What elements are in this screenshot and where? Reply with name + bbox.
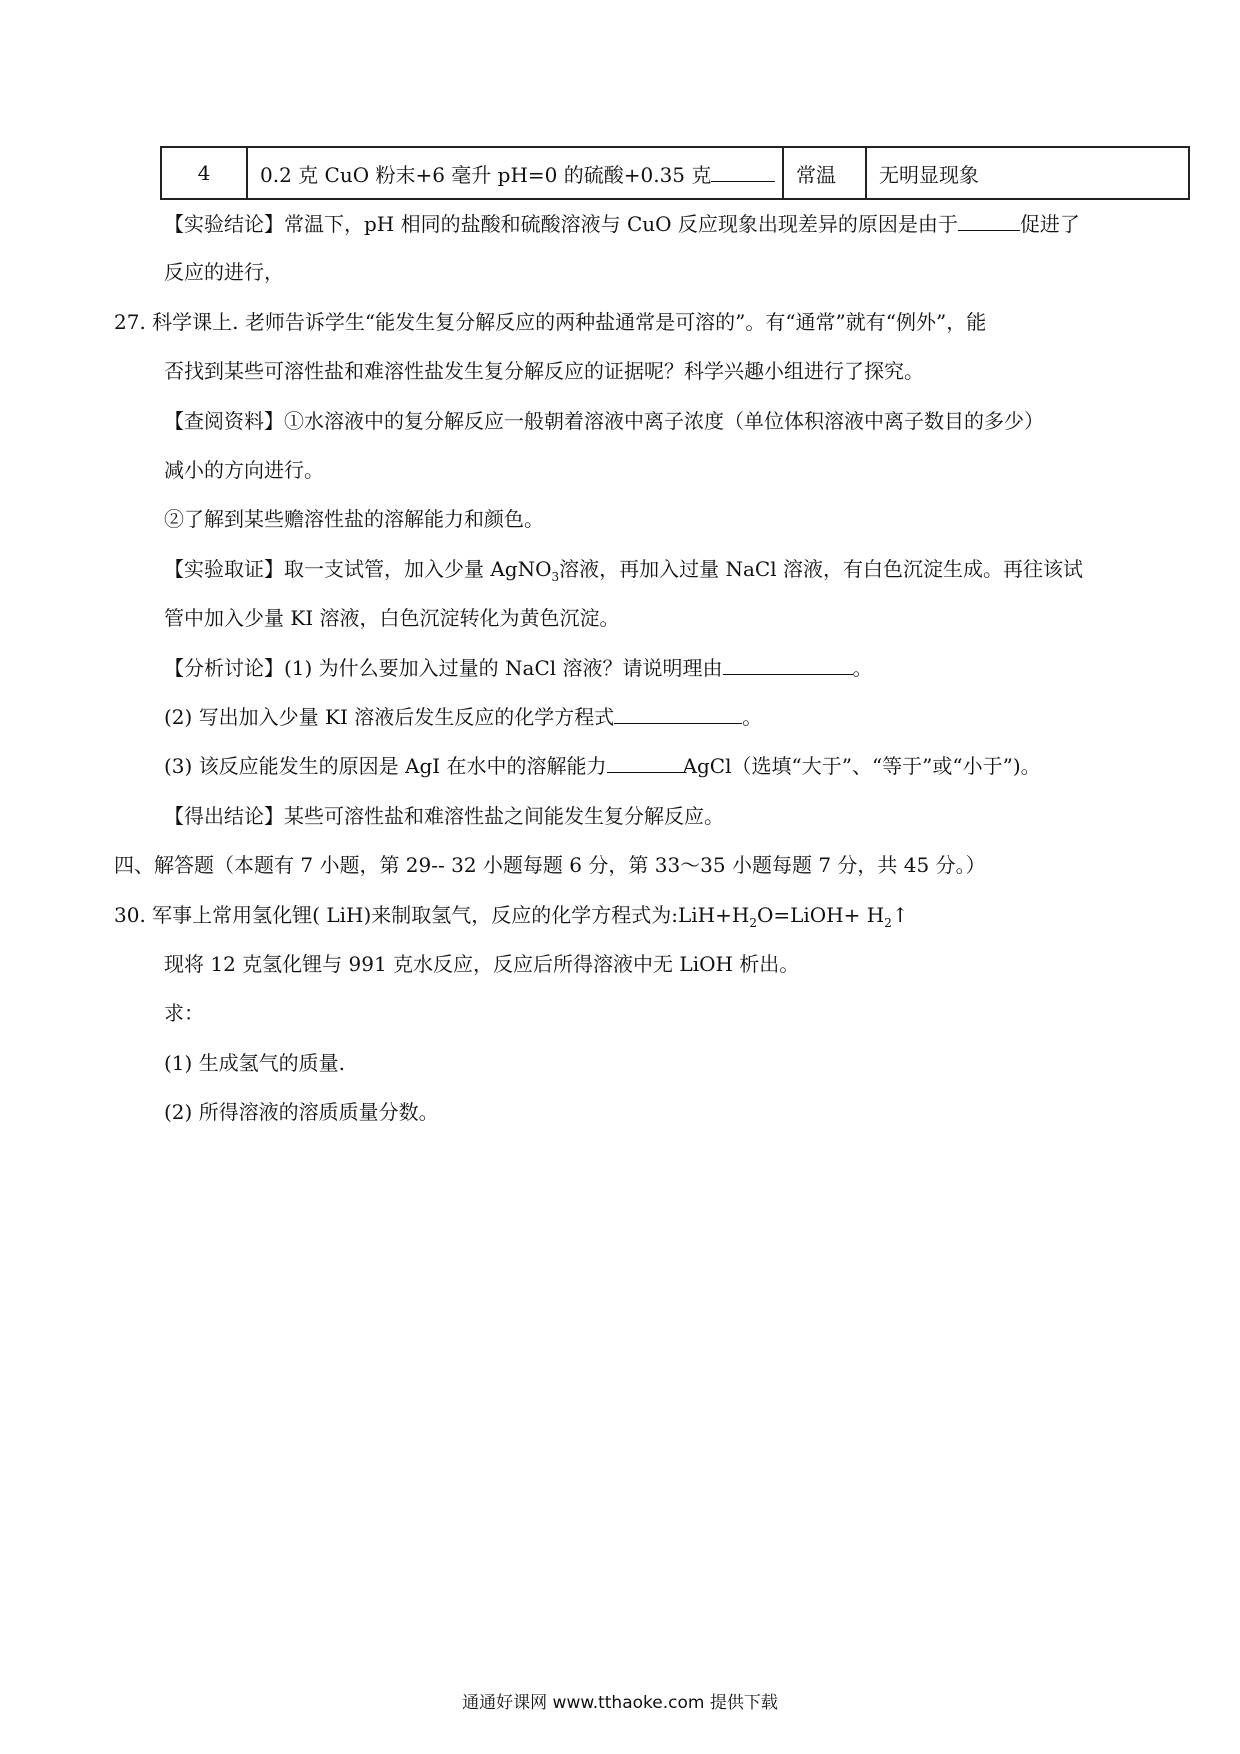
- conclusion-line: [164, 210, 1080, 238]
- answer-blank[interactable]: [958, 228, 1020, 231]
- row-content: [247, 147, 783, 199]
- row-content-text: 0.2 克 CuO 粉末+6 毫升 pH=0 的硫酸+0.35 克: [260, 162, 712, 187]
- reference-line-3: ②了解到某些赡溶性盐的溶解能力和颜色。: [164, 507, 544, 531]
- experiment-text-end: 溶液，再加入过量 NaCl 溶液，有白色沉淀生成。再往该试: [559, 557, 1083, 581]
- table-row: [161, 147, 1189, 199]
- footer-credit: 通通好课网 www.tthaoke.com 提供下载: [462, 1693, 778, 1713]
- subscript: 2: [884, 916, 892, 930]
- reference-line-1: 【查阅资料】①水溶液中的复分解反应一般朝着溶液中离子浓度（单位体积溶液中离子数目的多少）: [164, 409, 1044, 433]
- question-27-line-2: 否找到某些可溶性盐和难溶性盐发生复分解反应的证据呢？科学兴趣小组进行了探究。: [164, 359, 924, 383]
- question-30-text: 30. 军事上常用氢化锂( LiH)来制取氢气，反应的化学方程式为:LiH+H: [114, 903, 750, 927]
- experiment-line-1: [164, 555, 1083, 591]
- question-30-line-1: [114, 901, 909, 937]
- row-phenomenon: 无明显现象: [866, 147, 1189, 199]
- question-27-line-1: 27. 科学课上. 老师告诉学生“能发生复分解反应的两种盐通常是可溶的”。有“通常”就有“例外”，能: [114, 310, 987, 334]
- discussion-3-end: AgCl（选填“大于”、“等于”或“小于”)。: [682, 754, 1041, 778]
- answer-blank[interactable]: [723, 672, 853, 675]
- section-4-heading: 四、解答题（本题有 7 小题，第 29-- 32 小题每题 6 分，第 33～35 小题每题 7 分，共 45 分。）: [114, 853, 986, 877]
- question-30-text-mid: O=LiOH+ H: [756, 903, 885, 927]
- discussion-2-end: 。: [742, 705, 763, 729]
- experiment-table: [160, 146, 1190, 200]
- answer-blank[interactable]: [607, 770, 683, 773]
- conclusion-text-end: 促进了: [1019, 212, 1080, 236]
- row-number: 4: [161, 147, 247, 199]
- answer-blank[interactable]: [614, 721, 742, 724]
- answer-blank[interactable]: [711, 179, 775, 182]
- conclusion-text: 【实验结论】常温下，pH 相同的盐酸和硫酸溶液与 CuO 反应现象出现差异的原因是由于: [164, 212, 958, 236]
- conclusion-line-2: 反应的进行，: [164, 260, 284, 284]
- subscript: 2: [749, 916, 757, 930]
- discussion-2: [164, 703, 762, 731]
- discussion-3: [164, 752, 1041, 780]
- question-30-part-1: (1) 生成氢气的质量.: [164, 1051, 346, 1075]
- up-arrow-icon: ↑: [891, 903, 909, 927]
- discussion-3-text: (3) 该反应能发生的原因是 AgI 在水中的溶解能力: [164, 754, 607, 778]
- experiment-text: 【实验取证】取一支试管，加入少量 AgNO: [164, 557, 552, 581]
- question-30-line-2: 现将 12 克氢化锂与 991 克水反应，反应后所得溶液中无 LiOH 析出。: [164, 952, 800, 976]
- reference-line-2: 减小的方向进行。: [164, 458, 324, 482]
- discussion-1-end: 。: [852, 656, 873, 680]
- question-30-line-3: 求：: [164, 1001, 204, 1025]
- row-temperature: 常温: [783, 147, 866, 199]
- result-line: 【得出结论】某些可溶性盐和难溶性盐之间能发生复分解反应。: [164, 804, 724, 828]
- question-30-part-2: (2) 所得溶液的溶质质量分数。: [164, 1100, 439, 1124]
- subscript: 3: [551, 570, 560, 584]
- experiment-line-2: 管中加入少量 KI 溶液，白色沉淀转化为黄色沉淀。: [164, 606, 620, 630]
- discussion-1: [164, 654, 873, 682]
- discussion-2-text: (2) 写出加入少量 KI 溶液后发生反应的化学方程式: [164, 705, 615, 729]
- discussion-1-text: 【分析讨论】(1) 为什么要加入过量的 NaCl 溶液？请说明理由: [164, 656, 723, 680]
